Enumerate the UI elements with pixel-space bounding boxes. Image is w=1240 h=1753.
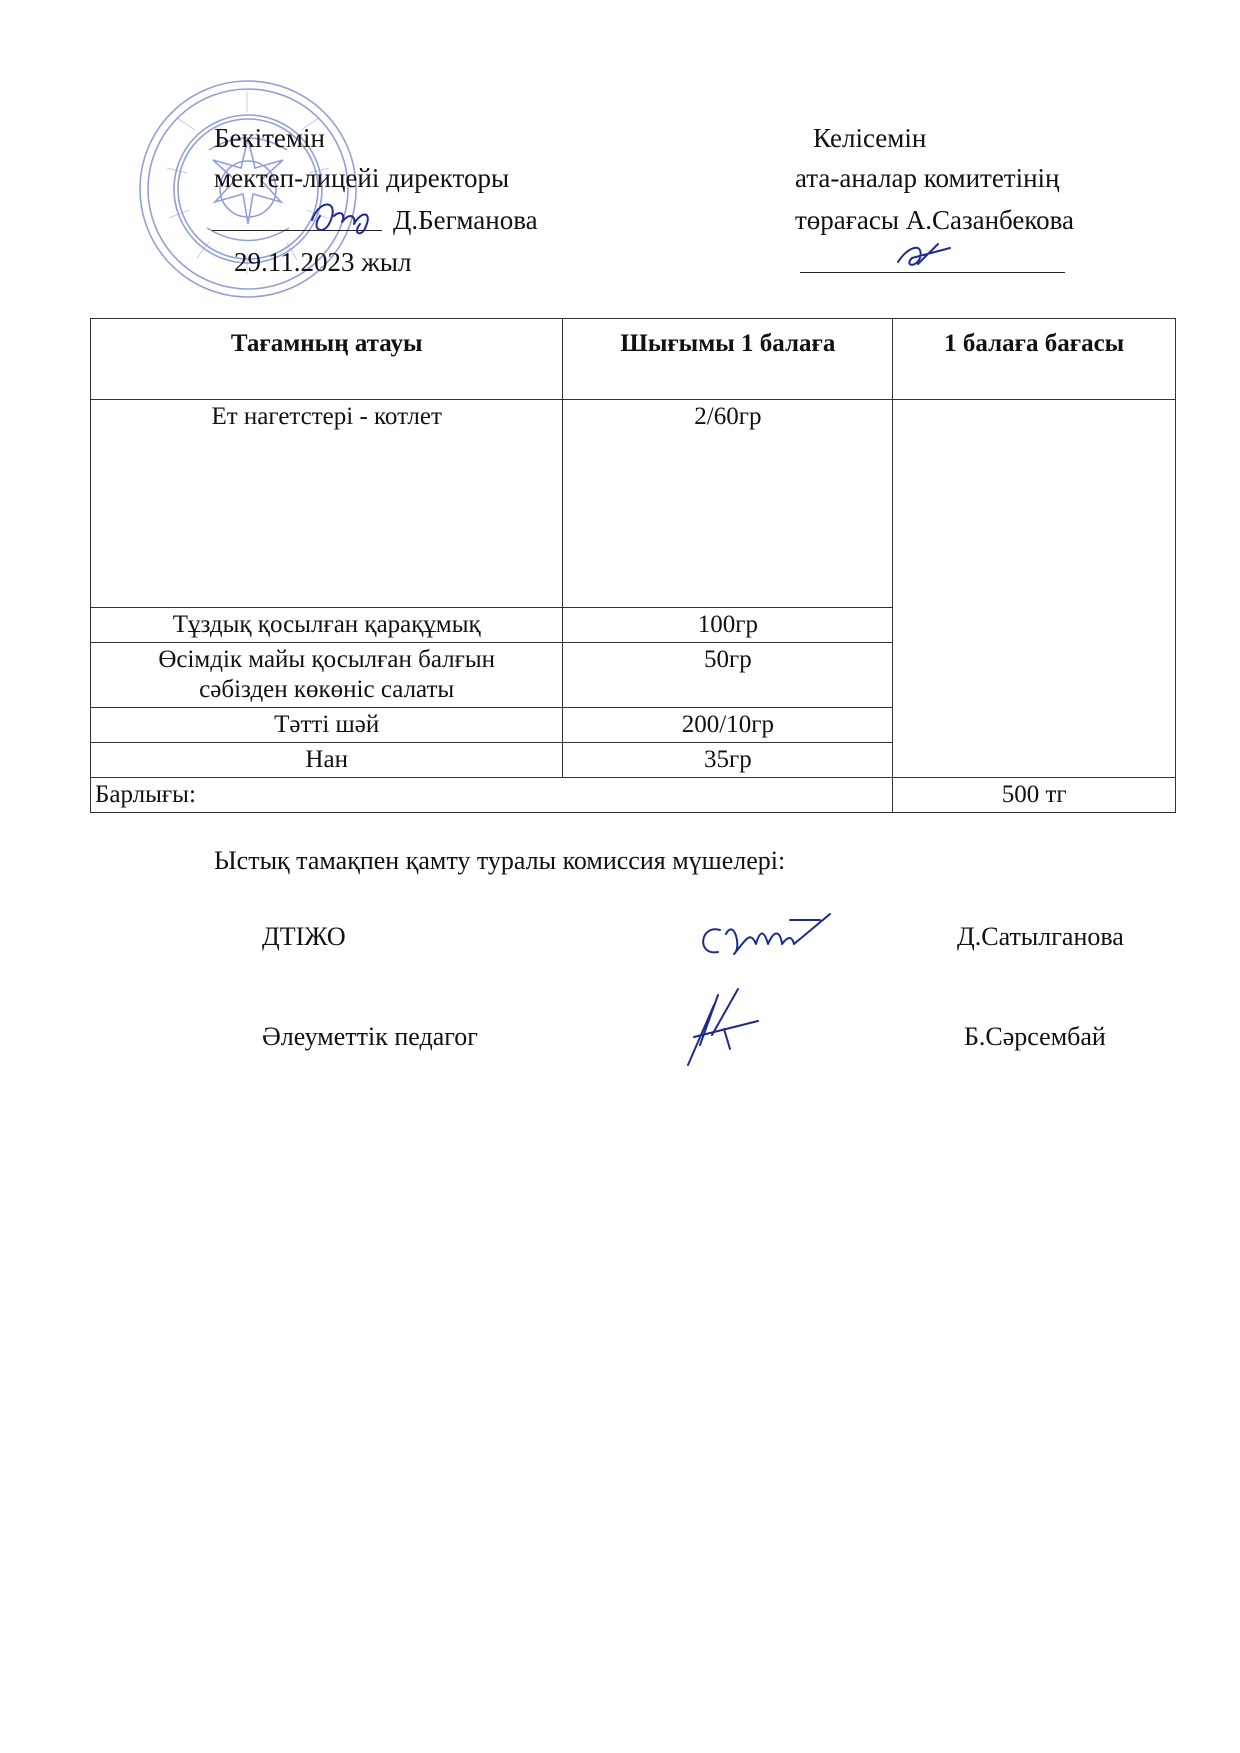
dish-portion: 2/60гр	[563, 400, 893, 608]
dish-name-line: Өсімдік майы қосылған балғын	[158, 646, 496, 673]
member-signature	[678, 985, 768, 1075]
committee-chair-name: төрағасы А.Сазанбекова	[795, 205, 1075, 235]
total-label: Барлығы:	[91, 778, 893, 813]
approval-date: 29.11.2023 жыл	[234, 247, 412, 277]
table-row	[91, 400, 1176, 608]
committee-signature	[890, 236, 970, 276]
member-role: ДТІЖО	[262, 922, 346, 951]
dish-name: Нан	[91, 743, 563, 778]
dish-name-line: сәбізден көкөніс салаты	[199, 676, 455, 703]
commission-title: Ыстық тамақпен қамту туралы комиссия мүшелері:	[214, 846, 786, 875]
header-dish-name: Тағамның атауы	[91, 319, 563, 400]
menu-table	[90, 318, 1176, 813]
dish-name	[91, 643, 563, 708]
director-signature	[300, 190, 390, 250]
dish-portion: 100гр	[563, 608, 893, 643]
member-signature	[690, 900, 840, 970]
agreement-signature-line	[800, 272, 1065, 273]
table-header-row	[91, 319, 1176, 400]
member-role: Әлеуметтік педагог	[262, 1022, 478, 1051]
member-name: Б.Сәрсембай	[964, 1022, 1106, 1051]
dish-portion: 35гр	[563, 743, 893, 778]
dish-name: Тәтті шәй	[91, 708, 563, 743]
price-cell	[893, 400, 1176, 778]
agreement-label: Келісемін	[813, 123, 927, 153]
dish-portion: 50гр	[563, 643, 893, 708]
approval-label: Бекітемін	[214, 123, 325, 153]
header-price: 1 балаға бағасы	[893, 319, 1176, 400]
member-name: Д.Сатылганова	[957, 922, 1124, 951]
header-portion: Шығымы 1 балаға	[563, 319, 893, 400]
total-value: 500 тг	[893, 778, 1176, 813]
dish-name: Ет нагетстері - котлет	[91, 400, 563, 608]
agreement-position: ата-аналар комитетінің	[795, 163, 1060, 193]
dish-name: Тұздық қосылған қарақұмық	[91, 608, 563, 643]
director-name: Д.Бегманова	[393, 205, 538, 235]
dish-portion: 200/10гр	[563, 708, 893, 743]
approval-position: мектеп-лицейі директоры	[214, 163, 510, 193]
total-row	[91, 778, 1176, 813]
